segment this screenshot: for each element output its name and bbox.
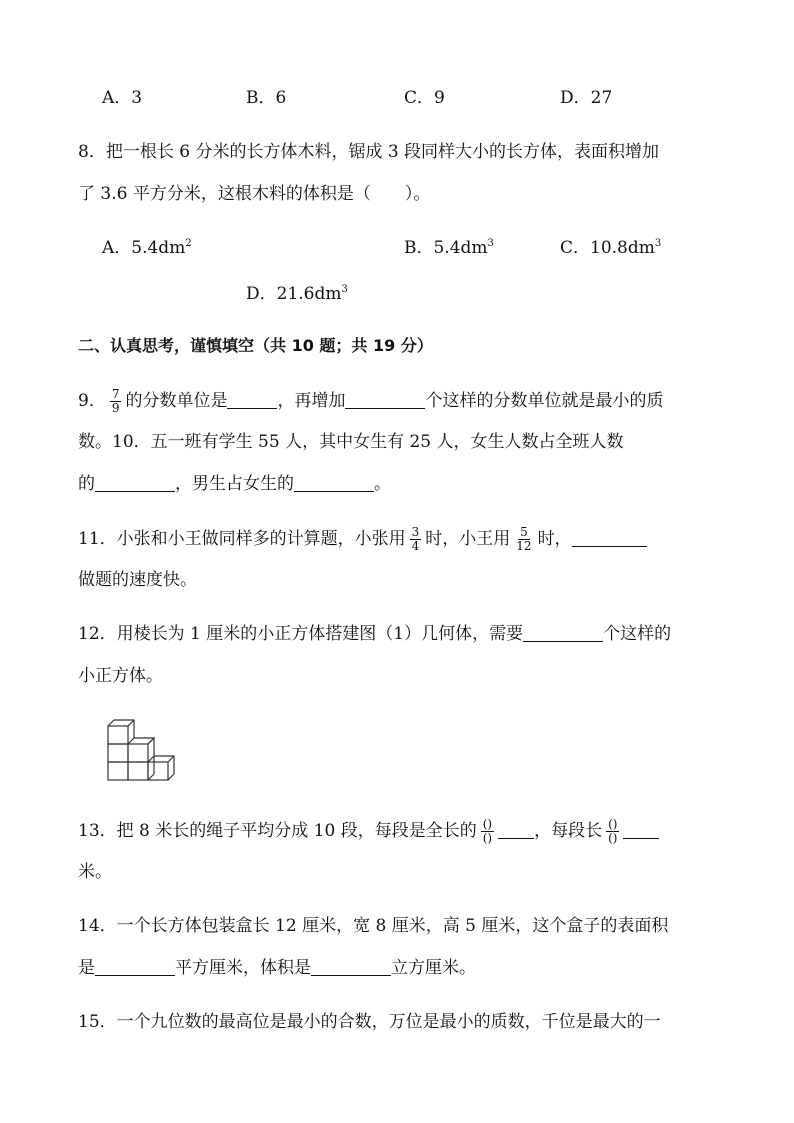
q10-line2: 的 ，男生占女生的 。: [78, 474, 391, 494]
q14-line2: 是 平方厘米，体积是 立方厘米。: [78, 958, 476, 978]
q9-blank-2[interactable]: [345, 390, 425, 409]
q8-option-c: C．$10.8dm^3$: [560, 238, 662, 258]
q9-line: 9． $\frac{7}{9}$ 的分数单位是 ，再增加 个这样的分数单位就是最小的质: [78, 387, 664, 415]
q13-blank-2[interactable]: [623, 820, 659, 839]
q11-fraction-2: $\frac{5}{12}$: [516, 525, 532, 553]
q9-blank-1[interactable]: [227, 390, 277, 409]
q7-option-b: B．6: [246, 88, 287, 108]
q11-line1: 11．小张和小王做同样多的计算题，小张用 $\frac{3}{4}$ 时，小王用 $\frac{5}{12}$ 时，: [78, 526, 647, 553]
q10-blank-2[interactable]: [294, 473, 374, 492]
q13-line1: 13．把 8 米长的绳子平均分成 10 段，每段是全长的 $\frac{()}{()}$ ，每段长 $\frac{()}{()}$: [78, 818, 659, 845]
q14-blank-1[interactable]: [95, 957, 175, 976]
q12-line1: 12．用棱长为 1 厘米的小正方体搭建图（1）几何体，需要 个这样的: [78, 624, 672, 644]
q8-option-b: B．$5.4dm^3$: [404, 238, 494, 258]
q7-option-c: C．9: [404, 88, 445, 108]
q14-blank-2[interactable]: [311, 957, 391, 976]
q11-blank[interactable]: [572, 528, 647, 547]
q8-option-d: D．$21.6dm^3$: [246, 284, 348, 304]
q8-line1: 8．把一根长 6 分米的长方体木料，锯成 3 段同样大小的长方体，表面积增加: [78, 142, 660, 162]
q13-fraction-1: $\frac{()}{()}$: [482, 817, 493, 845]
q13-line2: 米。: [78, 862, 112, 882]
q7-option-d: D．27: [560, 88, 613, 108]
q15-line1: 15．一个九位数的最高位是最小的合数，万位是最小的质数，千位是最大的一: [78, 1012, 661, 1032]
q13-blank-1[interactable]: [498, 820, 534, 839]
q10-line1: 数。10．五一班有学生 55 人，其中女生有 25 人，女生人数占全班人数: [78, 432, 624, 452]
q9-fraction: $\frac{7}{9}$: [111, 387, 120, 415]
q12-line2: 小正方体。: [78, 666, 163, 686]
q8-line2: 了 3.6 平方分米，这根木料的体积是（ ）。: [78, 184, 431, 204]
q8-option-a: A．$5.4dm^2$: [102, 238, 192, 258]
q14-line1: 14．一个长方体包装盒长 12 厘米，宽 8 厘米，高 5 厘米，这个盒子的表面积: [78, 916, 669, 936]
q13-fraction-2: $\frac{()}{()}$: [608, 817, 618, 845]
q10-blank-1[interactable]: [95, 473, 175, 492]
q7-option-a: A．3: [102, 88, 143, 108]
q11-line2: 做题的速度快。: [78, 570, 197, 590]
q11-fraction-1: $\frac{3}{4}$: [411, 525, 420, 553]
section2-heading: 二、认真思考，谨慎填空（共 10 题；共 19 分）: [78, 336, 433, 355]
q12-blank[interactable]: [523, 623, 603, 642]
cube-figure: [104, 714, 184, 786]
